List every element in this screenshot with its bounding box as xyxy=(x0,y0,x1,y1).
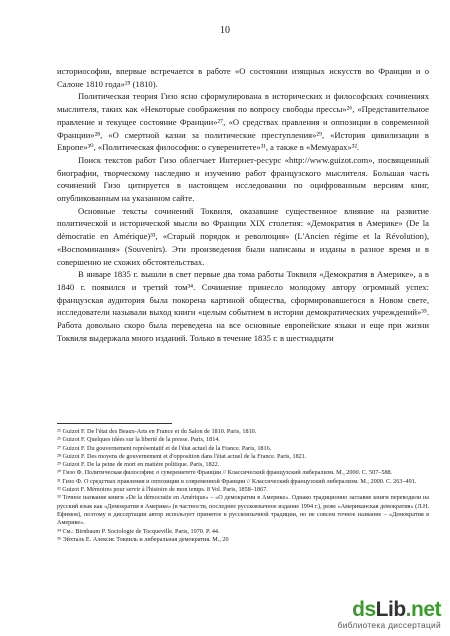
footnote: ³⁴ См.: Birnbaum P. Sociologie de Tocqueville. Paris, 1970. P. 44. xyxy=(57,527,220,535)
footnote: ²⁹ Guizot F. De la peine de mort en matière politique. Paris, 1822. xyxy=(57,461,220,469)
watermark-subtitle: библиотека диссертаций xyxy=(337,620,441,630)
footnote: ³¹ Гизо Ф. О средствах правления и оппозиции в современной Франции // Классический французский либерализм. М., 2000. С. 263–491. xyxy=(57,477,417,485)
footnote: ³⁵ Эйхталь Е. Алексис Токвиль и либеральная демократия. М., 20 xyxy=(57,535,229,543)
footnotes xyxy=(57,428,429,544)
paragraph: В январе 1835 г. вышли в свет первые два тома работы Токвиля «Демократия в Америке», а в 1840 г. появился и третий том³⁴. Сочинение принесло молодому автору огромный успех: французская аудитория была покорена картиной общества, сформировавшегося в Новом свете, исследователи называли выход книги «целым событием в истории демократических учреждений»³⁵. Работа довольно скоро была переведена на все основные европейские языки и еще при жизни Токвиля выдержала много изданий. Только в течение 1835 г. в шестнадцати xyxy=(57,269,429,343)
main-text xyxy=(57,65,429,344)
paragraph: Политическая теория Гизо ясно сформулирована в исторических и философских сочинениях мыслителя, таких как «Некоторые соображения по вопросу свободы прессы»²⁶, «Представительное правление и текущее состояние Франции»²⁷, «О средствах правления и оппозиции в современной Франции»²⁸, «О смертной казни за политические преступления»²⁹, «История цивилизации в Европе»³⁰, «Политическая философия: о суверенитете»³¹, а также в «Мемуарах»³². xyxy=(57,91,429,153)
footnote: ²⁷ Guizot F. Du gouvernement représentatif et de l'état actuel de la France. Paris, 1816. xyxy=(57,444,272,452)
footnote: ³² Guizot F. Mémoires pour servir à l'histoire de mon temps. 8 Vol. Paris, 1858–1867. xyxy=(57,486,268,494)
paragraph: историософии, впервые встречается в работе «О состоянии изящных искусств во Франции и о Салоне 1810 года»²⁵ (1810). xyxy=(57,66,429,89)
paragraph: Поиск текстов работ Гизо облегчает Интернет-ресурс «http://www.guizot.com», посвященный биографии, творческому наследию и изучению работ французского мыслителя. Большая часть сочинений Гизо цитируется в настоящем исследовании по оцифрованным версиям книг, опубликованным на указанном сайте. xyxy=(57,154,429,204)
watermark xyxy=(338,600,441,630)
logo-lib: Lib xyxy=(375,598,406,621)
logo-ds: ds xyxy=(352,598,376,621)
footnote: ³³ Точное название книги «De la démocratie en Amérique» – «О демократии в Америке». Однако традиционно заглавие книги переводили на русский язык как «Демократия в Америке» (в частности, последнее русскоязычное издание 1994 г.), реже «Американская демократия» (Л.Н. Ефимов), поэтому в диссертации автор использует принятое в русскоязычной традиции, но не совсем точное название – «Демократия в Америке». xyxy=(57,494,429,527)
watermark-logo xyxy=(352,600,441,620)
footnote: ²⁶ Guizot F. Quelques idées sur la liberté de la presse. Paris, 1814. xyxy=(57,436,220,444)
paragraph: Основные тексты сочинений Токвиля, оказавшие существенное влияние на развитие политической и исторической мысли во Франции XIX столетия: «Демократия в Америке» (De la démocratie en Amérique)³³, «Старый порядок и революция» (L'Ancien régime et la Révolution), «Воспоминания» (Souvenirs). Эти произведения были написаны и изданы в разное время и в совершенно не схожих обстоятельствах. xyxy=(57,205,429,267)
page-number: 10 xyxy=(220,25,230,36)
footnote: ²⁵ Guizot F. De l'état des Beaux-Arts en France et du Salon de 1810. Paris, 1810. xyxy=(57,428,257,435)
logo-net: .net xyxy=(405,598,441,621)
footnote-divider xyxy=(57,423,172,424)
footnote: ²⁸ Guizot F. Des moyens de gouvernement et d'opposition dans l'état actuel de la France. Paris, 1821. xyxy=(57,452,307,460)
footnote: ³⁰ Гизо Ф. Политическая философия: о суверенитете Франции // Классический французский либерализм. М., 2000. С. 507–588. xyxy=(57,469,393,477)
